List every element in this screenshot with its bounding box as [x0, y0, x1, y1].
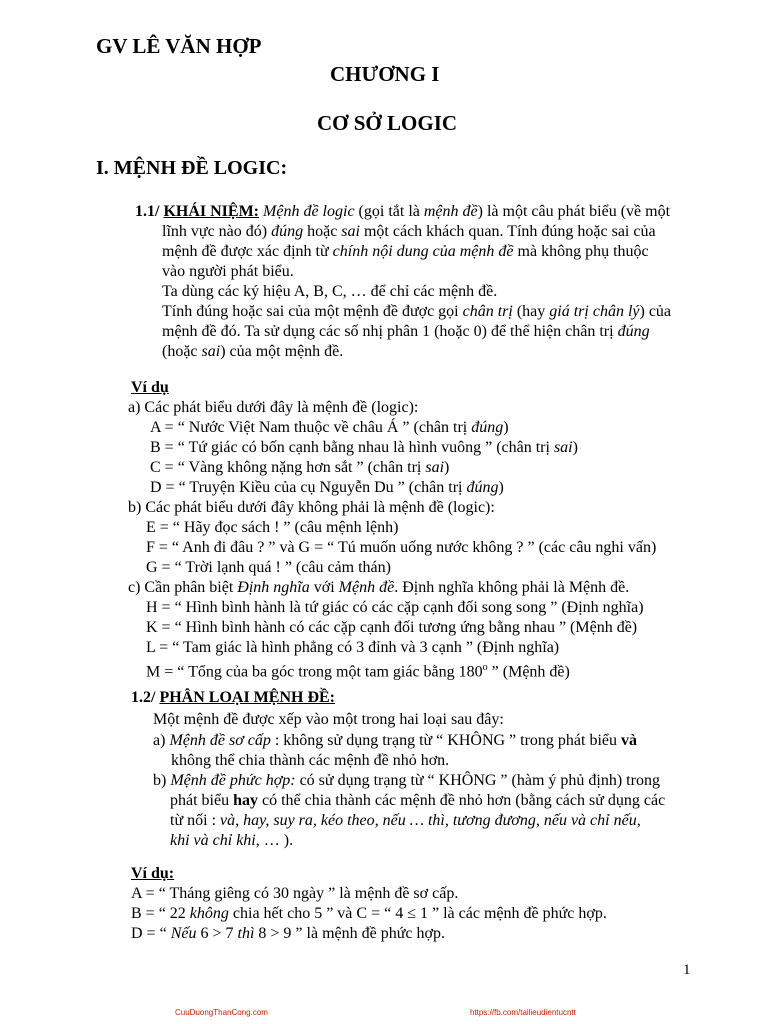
classification-a-line-2: không thể chia thành các mệnh đề nhỏ hơn. — [171, 752, 450, 769]
term-false: sai — [201, 343, 221, 360]
text-span: có sử dụng trạng từ “ KHÔNG ” (hàm ý phủ định) trong — [295, 772, 660, 789]
concept-line-4: vào người phát biểu. — [162, 263, 294, 280]
term-true: đúng — [617, 323, 650, 340]
author-name: GV LÊ VĂN HỢP — [96, 34, 262, 58]
term-compound-proposition: Mệnh đề phức hợp: — [170, 772, 296, 789]
example-heading: Ví dụ — [131, 379, 169, 396]
italic-word: thì — [237, 925, 255, 942]
italic-word: Nếu — [170, 925, 197, 942]
classification-b-line-1 — [153, 771, 660, 791]
truth-value: sai — [553, 439, 573, 456]
term-proposition: mệnh đề — [423, 203, 478, 220]
classification-a-line-1 — [153, 731, 637, 751]
degree-sign: o — [482, 662, 488, 673]
example-item-C — [150, 458, 449, 478]
text-span: : không sử dụng trạng từ “ KHÔNG ” trong phát biểu — [270, 732, 622, 749]
text-span: ) là một câu phát biểu (về một — [477, 203, 671, 220]
footer-right-link[interactable]: https://fb.com/tailieudientucntt — [470, 1008, 576, 1017]
text-span: ” (Mệnh đề) — [487, 663, 570, 681]
text-span: ) của — [639, 303, 672, 320]
text-span: lĩnh vực nào đó) — [162, 223, 272, 240]
concept-line-8 — [162, 342, 343, 362]
classification-b-line-2 — [170, 791, 665, 811]
example-2-heading: Ví dụ: — [131, 865, 175, 882]
text-span: , … ). — [255, 832, 294, 849]
example-item-H: H = “ Hình bình hành là tứ giác có các cặp cạnh đối song song ” (Định nghĩa) — [146, 599, 644, 616]
term-logic-proposition: Mệnh đề logic — [263, 203, 355, 220]
text-span: D = “ — [131, 925, 171, 942]
connectives-list: khi và chỉ khi — [170, 832, 256, 849]
concept-line-3 — [162, 242, 649, 262]
text-span: (hay — [512, 303, 550, 320]
subsection-title: KHÁI NIỆM: — [163, 203, 260, 220]
truth-value: đúng — [466, 479, 499, 496]
bold-word: hay — [233, 792, 258, 809]
footer-left-link[interactable]: CuuDuongThanCong.com — [175, 1008, 268, 1017]
text-span: Tính đúng hoặc sai của một mệnh đề được gọi — [162, 303, 463, 320]
example-2-item-A: A = “ Tháng giêng có 30 ngày ” là mệnh đề sơ cấp. — [131, 885, 459, 902]
term-truth-value: chân trị — [462, 303, 513, 320]
truth-value: đúng — [471, 419, 504, 436]
example-item-M — [146, 658, 570, 682]
text-span: ) — [498, 479, 504, 496]
text-span: D = “ Truyện Kiều của cụ Nguyễn Du ” (chân trị — [150, 479, 467, 496]
text-span: a) — [153, 732, 170, 749]
concept-line-6 — [162, 302, 671, 322]
bold-word: và — [621, 732, 638, 749]
text-span: mệnh đề được xác định từ — [162, 243, 333, 260]
text-span: ) — [444, 459, 450, 476]
text-span: mệnh đề đó. Ta sử dụng các số nhị phân 1 (hoặc 0) để thể hiện chân trị — [162, 323, 618, 340]
example-item-A — [150, 418, 509, 438]
concept-line-7 — [162, 322, 650, 342]
example-a-intro: a) Các phát biểu dưới đây là mệnh đề (logic): — [128, 399, 419, 416]
concept-line-1 — [135, 202, 670, 222]
text-span: một cách khách quan. Tính đúng hoặc sai của — [359, 223, 656, 240]
classification-intro: Một mệnh đề được xếp vào một trong hai loại sau đây: — [153, 711, 504, 728]
text-span: mà không phụ thuộc — [513, 243, 649, 260]
example-item-D — [150, 478, 504, 498]
text-span: B = “ 22 — [131, 905, 190, 922]
classification-b-line-4 — [170, 831, 293, 851]
classification-b-line-3 — [170, 811, 641, 831]
example-item-E: E = “ Hãy đọc sách ! ” (câu mệnh lệnh) — [146, 519, 399, 536]
subsection-title: PHÂN LOẠI MỆNH ĐỀ: — [159, 689, 336, 706]
term-definition: Định nghĩa — [237, 579, 310, 596]
italic-word: không — [189, 905, 229, 922]
text-span: c) Cần phân biệt — [128, 579, 238, 596]
section-heading: I. MỆNH ĐỀ LOGIC: — [96, 157, 288, 179]
concept-line-2 — [162, 222, 656, 242]
text-span: . Định nghĩa không phải là Mệnh đề. — [394, 579, 630, 596]
example-c-intro — [128, 578, 629, 598]
text-span: từ nối : — [170, 812, 221, 829]
subsection-1-2-heading — [131, 688, 335, 708]
example-item-G: G = “ Trời lạnh quá ! ” (câu cảm thán) — [146, 559, 391, 576]
term-true: đúng — [271, 223, 304, 240]
example-item-B — [150, 438, 578, 458]
term-false: sai — [341, 223, 360, 240]
text-span: ) — [572, 439, 578, 456]
text-span: B = “ Tứ giác có bốn cạnh bằng nhau là hình vuông ” (chân trị — [150, 439, 554, 456]
example-2-item-B — [131, 904, 607, 924]
text-span: ) của một mệnh đề. — [220, 343, 344, 360]
text-span: chia hết cho 5 ” và C = “ 4 ≤ 1 ” là các mệnh đề phức hợp. — [228, 905, 607, 922]
example-item-F: F = “ Anh đi đâu ? ” và G = “ Tú muốn uống nước không ? ” (các câu nghi vấn) — [146, 539, 657, 556]
page-number: 1 — [683, 962, 691, 978]
example-2-item-D — [131, 924, 445, 944]
text-span: phát biểu — [170, 792, 234, 809]
concept-line-5: Ta dùng các ký hiệu A, B, C, … để chỉ các mệnh đề. — [162, 283, 498, 300]
term-truth-value-alt: giá trị chân lý — [549, 303, 640, 320]
truth-value: sai — [425, 459, 445, 476]
term-content: chính nội dung của mệnh đề — [332, 243, 514, 260]
text-span: M = “ Tổng của ba góc trong một tam giác bằng 180 — [146, 663, 483, 681]
text-span: (hoặc — [162, 343, 202, 360]
example-item-K: K = “ Hình bình hành có các cặp cạnh đối tương ứng bằng nhau ” (Mệnh đề) — [146, 619, 638, 636]
term-proposition: Mệnh đề — [338, 579, 395, 596]
text-span: A = “ Nước Việt Nam thuộc về châu Á ” (chân trị — [150, 419, 472, 436]
text-span: C = “ Vàng không nặng hơn sắt ” (chân trị — [150, 459, 426, 476]
connectives-list: và, hay, suy ra, kéo theo, nếu … thì, tương đương, nếu và chỉ nếu, — [220, 812, 641, 829]
term-simple-proposition: Mệnh đề sơ cấp — [169, 732, 271, 749]
example-b-intro: b) Các phát biểu dưới đây không phải là mệnh đề (logic): — [128, 499, 495, 516]
text-span: (gọi tắt là — [354, 203, 424, 220]
subsection-number: 1.1/ — [135, 203, 160, 220]
text-span: có thể chia thành các mệnh đề nhỏ hơn (bằng cách sử dụng các — [258, 792, 666, 809]
chapter-title: CHƯƠNG I — [330, 62, 440, 86]
text-span: hoặc — [303, 223, 342, 240]
text-span: ) — [503, 419, 509, 436]
page-title: CƠ SỞ LOGIC — [317, 111, 458, 135]
text-span: 6 > 7 — [196, 925, 238, 942]
example-item-L: L = “ Tam giác là hình phẳng có 3 đỉnh và 3 cạnh ” (Định nghĩa) — [146, 639, 560, 656]
text-span: 8 > 9 ” là mệnh đề phức hợp. — [254, 925, 445, 942]
text-span: với — [309, 579, 339, 596]
text-span: b) — [153, 772, 171, 789]
subsection-number: 1.2/ — [131, 689, 156, 706]
